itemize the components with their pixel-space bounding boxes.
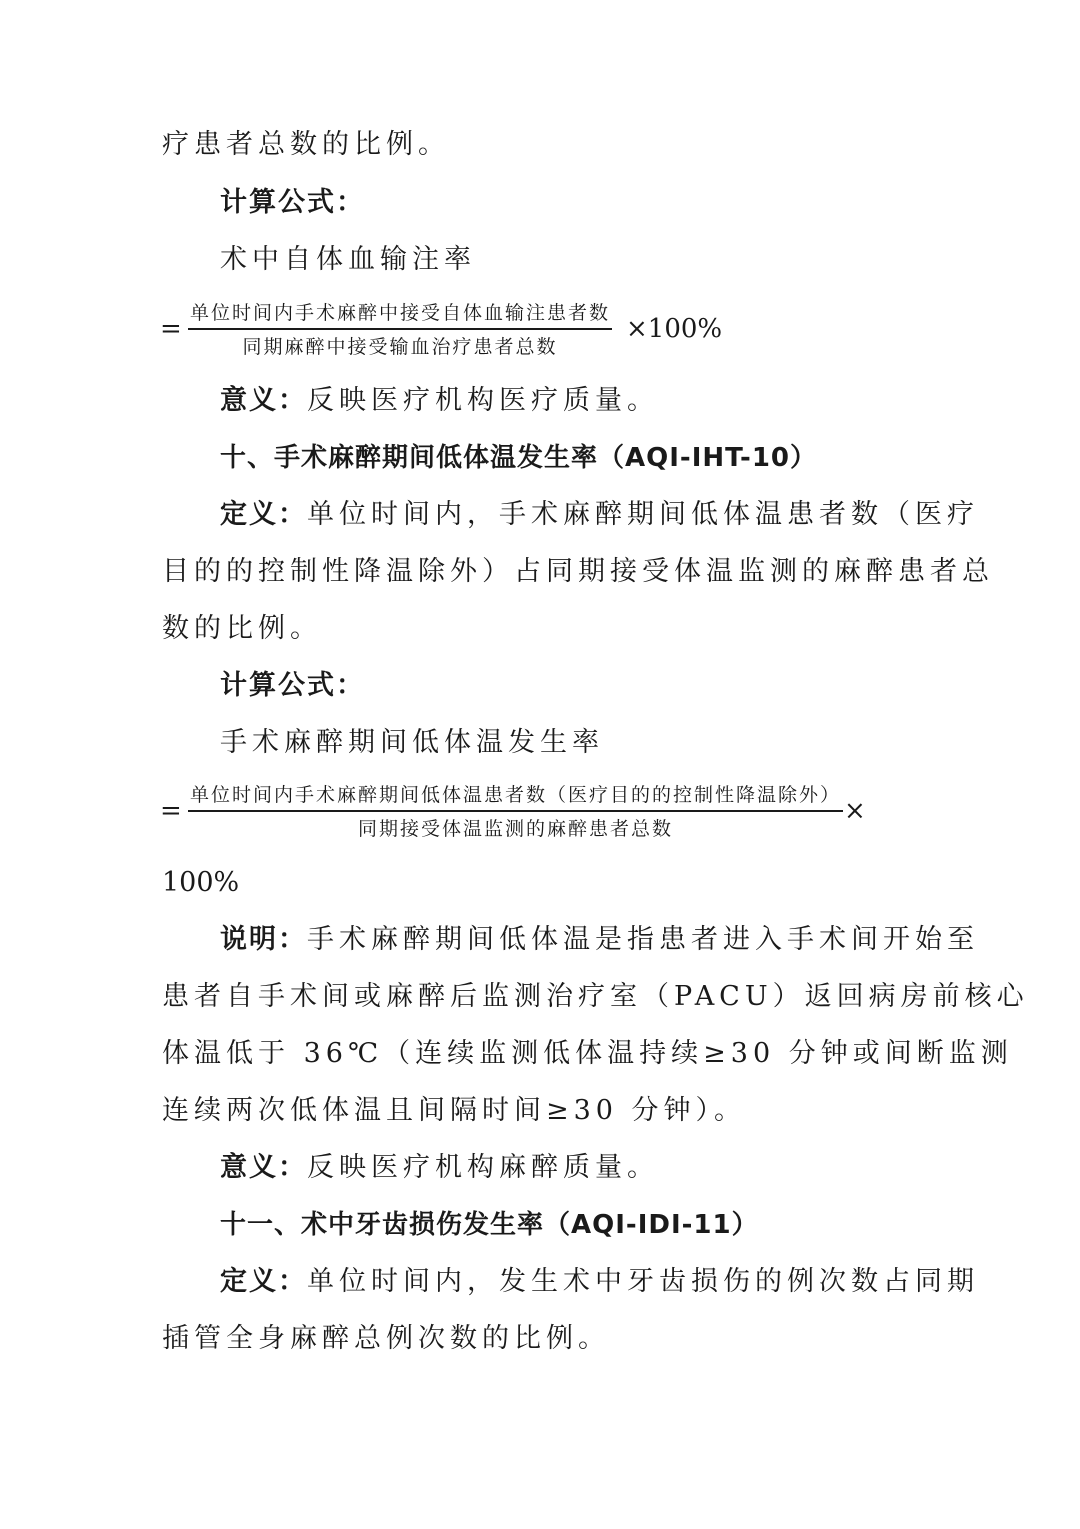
definition-line-1 [220,1265,979,1299]
note-line-3: 体温低于 36℃（连续监测低体温持续≥30 分钟或间断监测 [162,1038,1013,1069]
multiplier: × [844,796,866,826]
fraction-bar [188,328,612,330]
section-heading-11: 十一、术中牙齿损伤发生率（AQI-IDI-11） [220,1210,759,1240]
definition-line-2: 插管全身麻醉总例次数的比例。 [162,1323,610,1354]
note-line-1 [220,923,979,957]
fraction [188,300,612,360]
formula-name: 术中自体血输注率 [220,244,476,275]
definition-line-1 [220,498,979,532]
note-line-2: 患者自手术间或麻醉后监测治疗室（PACU）返回病房前核心 [162,981,1029,1012]
fraction [188,782,843,842]
formula-hypothermia [160,782,880,842]
definition-label: 定义： [220,499,307,530]
denominator: 同期麻醉中接受输血治疗患者总数 [242,336,558,358]
denominator: 同期接受体温监测的麻醉患者总数 [357,818,673,840]
definition-line-2: 目的的控制性降温除外）占同期接受体温监测的麻醉患者总 [162,556,994,587]
section-heading-10: 十、手术麻醉期间低体温发生率（AQI-IHT-10） [220,443,818,473]
meaning-text: 反映医疗机构麻醉质量。 [307,1152,659,1183]
meaning-label: 意义： [220,1152,307,1183]
formula-name: 手术麻醉期间低体温发生率 [220,727,604,758]
meaning-line [220,384,659,418]
meaning-label: 意义： [220,385,307,416]
note-label: 说明： [220,924,307,955]
formula-autologous-transfusion [160,300,760,360]
multiplier: ×100% [626,314,723,344]
definition-text: 单位时间内，手术麻醉期间低体温患者数（医疗 [307,499,979,530]
equals-sign: = [160,314,182,344]
paragraph-continuation: 疗患者总数的比例。 [162,129,450,160]
note-line-4: 连续两次低体温且间隔时间≥30 分钟）。 [162,1095,747,1126]
definition-line-3: 数的比例。 [162,613,322,644]
numerator: 单位时间内手术麻醉期间低体温患者数（医疗目的的控制性降温除外） [189,784,841,806]
fraction-bar [188,810,843,812]
percent-value: 100% [162,867,240,898]
note-text: 手术麻醉期间低体温是指患者进入手术间开始至 [307,924,979,955]
equals-sign: = [160,796,182,826]
numerator: 单位时间内手术麻醉中接受自体血输注患者数 [189,302,610,324]
meaning-text: 反映医疗机构医疗质量。 [307,385,659,416]
definition-label: 定义： [220,1266,307,1297]
definition-text: 单位时间内，发生术中牙齿损伤的例次数占同期 [307,1266,979,1297]
formula-label: 计算公式： [220,670,365,701]
formula-label: 计算公式： [220,187,365,218]
meaning-line [220,1151,659,1185]
